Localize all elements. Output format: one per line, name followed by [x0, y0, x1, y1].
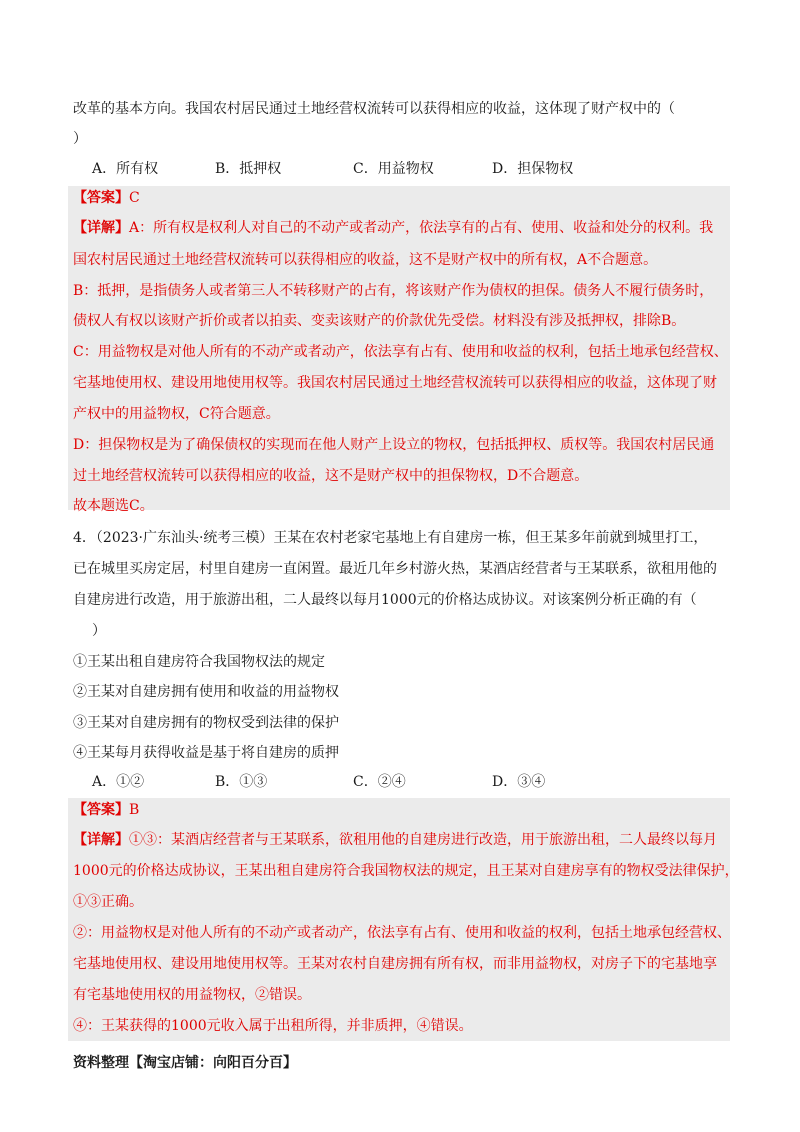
- answer-tag: 【答案】: [73, 190, 129, 206]
- q4-detail-line: 1000元的价格达成协议，王某出租自建房符合我国物权法的规定，且王某对自建房享有的物权受法律保护，: [73, 863, 739, 879]
- page-footer: 资料整理【淘宝店铺：向阳百分百】: [73, 1055, 297, 1071]
- q3-detail-line: 国农村居民通过土地经营权流转可以获得相应的收益，这不是财产权中的所有权，A不合题意。: [73, 252, 658, 268]
- q4-answer: [73, 800, 139, 820]
- q3-detail-line: 【详解】A：所有权是权利人对自己的不动产或者动产，依法享有的占有、使用、收益和处分的权利。我: [73, 220, 714, 236]
- q3-stem-line: 改革的基本方向。我国农村居民通过土地经营权流转可以获得相应的收益，这体现了财产权中的（: [73, 101, 675, 117]
- q4-detail-line: 宅基地使用权、建设用地使用权等。王某对农村自建房拥有所有权，而非用益物权，对房子下的宅基地享: [73, 956, 717, 972]
- q3-stem-line: ）: [73, 131, 87, 147]
- q4-detail-line: ④：王某获得的1000元收入属于出租所得，并非质押，④错误。: [73, 1018, 473, 1034]
- q4-statement: ③王某对自建房拥有的物权受到法律的保护: [73, 715, 339, 731]
- detail-tag: 【详解】: [73, 832, 129, 848]
- q4-stem-line: 自建房进行改造，用于旅游出租，二人最终以每月1000元的价格达成协议。对该案例分析正确的有（: [73, 592, 697, 608]
- q3-option-c: C．用益物权: [353, 161, 434, 177]
- answer-tag: 【答案】: [73, 802, 129, 818]
- q4-option-c: C．②④: [353, 774, 406, 790]
- q3-conclusion: 故本题选C。: [73, 498, 154, 514]
- q3-detail-line: 宅基地使用权、建设用地使用权等。我国农村居民通过土地经营权流转可以获得相应的收益，这体现了财: [73, 375, 717, 391]
- q4-stem-line: 已在城里买房定居，村里自建房一直闲置。最近几年乡村游火热，某酒店经营者与王某联系，欲租用他的: [73, 561, 717, 577]
- q4-stem-line: 4．（2023·广东汕头·统考三模）王某在农村老家宅基地上有自建房一栋，但王某多年前就到城里打工，: [73, 530, 708, 546]
- q4-statement: ①王某出租自建房符合我国物权法的规定: [73, 654, 325, 670]
- q4-option-a: A．①②: [92, 774, 145, 790]
- q4-option-b: B．①③: [215, 774, 268, 790]
- q4-detail-line: ①③正确。: [73, 894, 143, 910]
- q4-statement: ②王某对自建房拥有使用和收益的用益物权: [73, 684, 339, 700]
- q3-detail-line: 过土地经营权流转可以获得相应的收益，这不是财产权中的担保物权，D不合题意。: [73, 468, 589, 484]
- q3-option-b: B．抵押权: [215, 161, 282, 177]
- q4-option-d: D．③④: [492, 774, 546, 790]
- q3-detail-line: B：抵押，是指债务人或者第三人不转移财产的占有，将该财产作为债权的担保。债务人不履行债务时，: [73, 283, 714, 299]
- answer-value: C: [129, 190, 140, 206]
- answer-value: B: [129, 802, 140, 818]
- q3-detail-line: C：用益物权是对他人所有的不动产或者动产，依法享有占有、使用和收益的权利，包括土地承包经营权、: [73, 344, 728, 360]
- q3-detail-line: D：担保物权是为了确保债权的实现而在他人财产上设立的物权，包括抵押权、质权等。我国农村居民通: [73, 437, 715, 453]
- q4-detail-line: 有宅基地使用权的用益物权，②错误。: [73, 987, 311, 1003]
- q3-option-a: A．所有权: [92, 161, 159, 177]
- q4-stem-line: ）: [92, 623, 106, 639]
- q3-option-d: D．担保物权: [492, 161, 574, 177]
- q3-detail-line: 债权人有权以该财产折价或者以拍卖、变卖该财产的价款优先受偿。材料没有涉及抵押权，排除B。: [73, 313, 686, 329]
- q3-detail-line: 产权中的用益物权，C符合题意。: [73, 406, 280, 422]
- q4-statement: ④王某每月获得收益是基于将自建房的质押: [73, 745, 339, 761]
- detail-tag: 【详解】: [73, 220, 129, 236]
- q4-detail-line: ②：用益物权是对他人所有的不动产或者动产，依法享有占有、使用和收益的权利，包括土地承包经营权、: [73, 925, 731, 941]
- q3-answer: [73, 188, 140, 208]
- q4-detail-line: 【详解】①③：某酒店经营者与王某联系，欲租用他的自建房进行改造，用于旅游出租，二人最终以每月: [73, 832, 717, 848]
